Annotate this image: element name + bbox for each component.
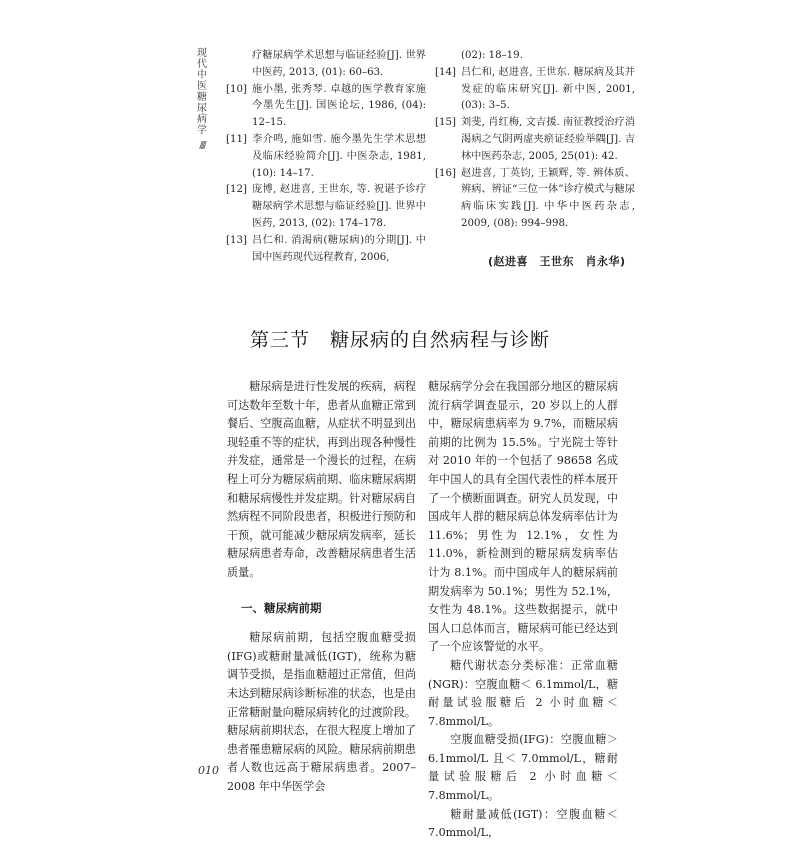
body-paragraph: 糖耐量减低(IGT)：空腹血糖＜ 7.0mmol/L， bbox=[428, 807, 618, 840]
reference-entry: [10] 施小墨, 张秀琴. 卓越的医学教育家施今墨先生[J]. 国医论坛, 1986, (04): 12–15. bbox=[226, 82, 426, 132]
body-left-column bbox=[227, 378, 416, 796]
reference-number: [12] bbox=[226, 184, 247, 196]
reference-number: [15] bbox=[435, 117, 456, 129]
reference-entry: [14] 吕仁和, 赵进喜, 王世东. 糖尿病及其并发症的临床研究[J]. 新中医, 2001, (03): 3–5. bbox=[435, 65, 635, 115]
references-right-column bbox=[435, 48, 635, 233]
running-header-vertical bbox=[194, 48, 210, 151]
section-authors: (赵进喜 王世东 肖永华) bbox=[488, 255, 626, 268]
reference-entry: [11] 李介鸣, 施如雪. 施今墨先生学术思想及临床经验简介[J]. 中医杂志, 1981, (10): 14–17. bbox=[226, 132, 426, 182]
body-paragraph: 糖代谢状态分类标准：正常血糖(NGR)：空腹血糖＜ 6.1mmol/L，糖耐量试验服糖后 2 小时血糖＜ 7.8mmol/L。 bbox=[428, 658, 618, 728]
references-left-column bbox=[226, 48, 426, 266]
reference-number: [10] bbox=[226, 83, 247, 95]
reference-number: [14] bbox=[435, 66, 456, 78]
page-number: 010 bbox=[198, 764, 219, 777]
book-title-vertical: 现代中医糖尿病学 bbox=[197, 48, 207, 136]
subsection-heading: 一、糖尿病前期 bbox=[241, 600, 322, 615]
reference-entry: [15] 刘斐, 肖红梅, 文吉援. 南征教授治疗消渴病之气阴两虚夹瘀证经验举隅[J]. 吉林中医药杂志, 2005, 25(01): 42. bbox=[435, 115, 635, 165]
reference-number: [13] bbox=[226, 234, 247, 246]
reference-entry: [12] 庞博, 赵进喜, 王世东, 等. 祝谌予诊疗糖尿病学术思想与临证经验[J]. 世界中医药, 2013, (02): 174–178. bbox=[226, 182, 426, 232]
reference-entry: [13] 吕仁和. 消渴病(糖尿病)的分期[J]. 中国中医药现代远程教育, 2006, bbox=[226, 233, 426, 267]
reference-number: [16] bbox=[435, 167, 456, 179]
reference-number: [11] bbox=[226, 133, 247, 145]
body-paragraph: 糖尿病学分会在我国部分地区的糖尿病流行病学调查显示，20 岁以上的人群中，糖尿病患病率为 9.7%，而糖尿病前期的比例为 15.5%。宁光院士等针对 2010 年的一个包括了 98658 名成年中国人的具有全国代表性的样本展开了一个横断面调查。研究人员发现，中国成年人群的糖尿病总体发病率估计为 11.6%；男性为 12.1%，女性为 11.0%，新检测到的糖尿病发病率估计为 8.1%。而中国成年人的糖尿病前期发病率为 50.1%；男性为 52.1%，女性为 48.1%。这些数据提示，就中国人口总体而言，糖尿病可能已经达到了一个应该警觉的水平。 bbox=[428, 380, 618, 654]
reference-entry: (02): 18–19. bbox=[461, 50, 523, 61]
body-paragraph: 糖尿病是进行性发展的疾病，病程可达数年至数十年，患者从血糖正常到餐后、空腹高血糖，从症状不明显到出现轻重不等的症状，再到出现各种慢性并发症，通常是一个漫长的过程，在病程上可分为糖尿病前期、临床糖尿病期和糖尿病慢性并发症期。针对糖尿病自然病程不同阶段患者，积极进行预防和干预，就可能减少糖尿病发病率，延长糖尿病患者寿命，改善糖尿病患者生活质量。 bbox=[227, 380, 416, 579]
section-title: 第三节 糖尿病的自然病程与诊断 bbox=[249, 329, 550, 351]
reference-entry: [16] 赵进喜, 丁英钧, 王颖辉, 等. 辨体质、辨病、辨证“三位一体”诊疗模式与糖尿病临床实践[J]. 中华中医药杂志, 2009, (08): 994–998. bbox=[435, 166, 635, 233]
body-paragraph: 空腹血糖受损(IFG)：空腹血糖＞ 6.1mmol/L 且＜ 7.0mmol/L，糖耐量试验服糖后 2 小时血糖＜ 7.8mmol/L。 bbox=[428, 733, 618, 803]
body-right-column bbox=[428, 378, 618, 843]
body-paragraph: 糖尿病前期，包括空腹血糖受损(IFG)或糖耐量减低(IGT)，统称为糖调节受损，是指血糖超过正常值，但尚未达到糖尿病诊断标准的状态，也是由正常糖耐量向糖尿病转化的过渡阶段。糖尿病前期状态，在很大程度上增加了患者罹患糖尿病的风险。糖尿病前期患者人数也远高于糖尿病患者。2007–2008 年中华医学会 bbox=[227, 631, 416, 793]
reference-entry: 疗糖尿病学术思想与临证经验[J]. 世界中医药, 2013, (01): 60–63. bbox=[252, 50, 426, 78]
header-decoration-marks: //// bbox=[199, 140, 205, 151]
